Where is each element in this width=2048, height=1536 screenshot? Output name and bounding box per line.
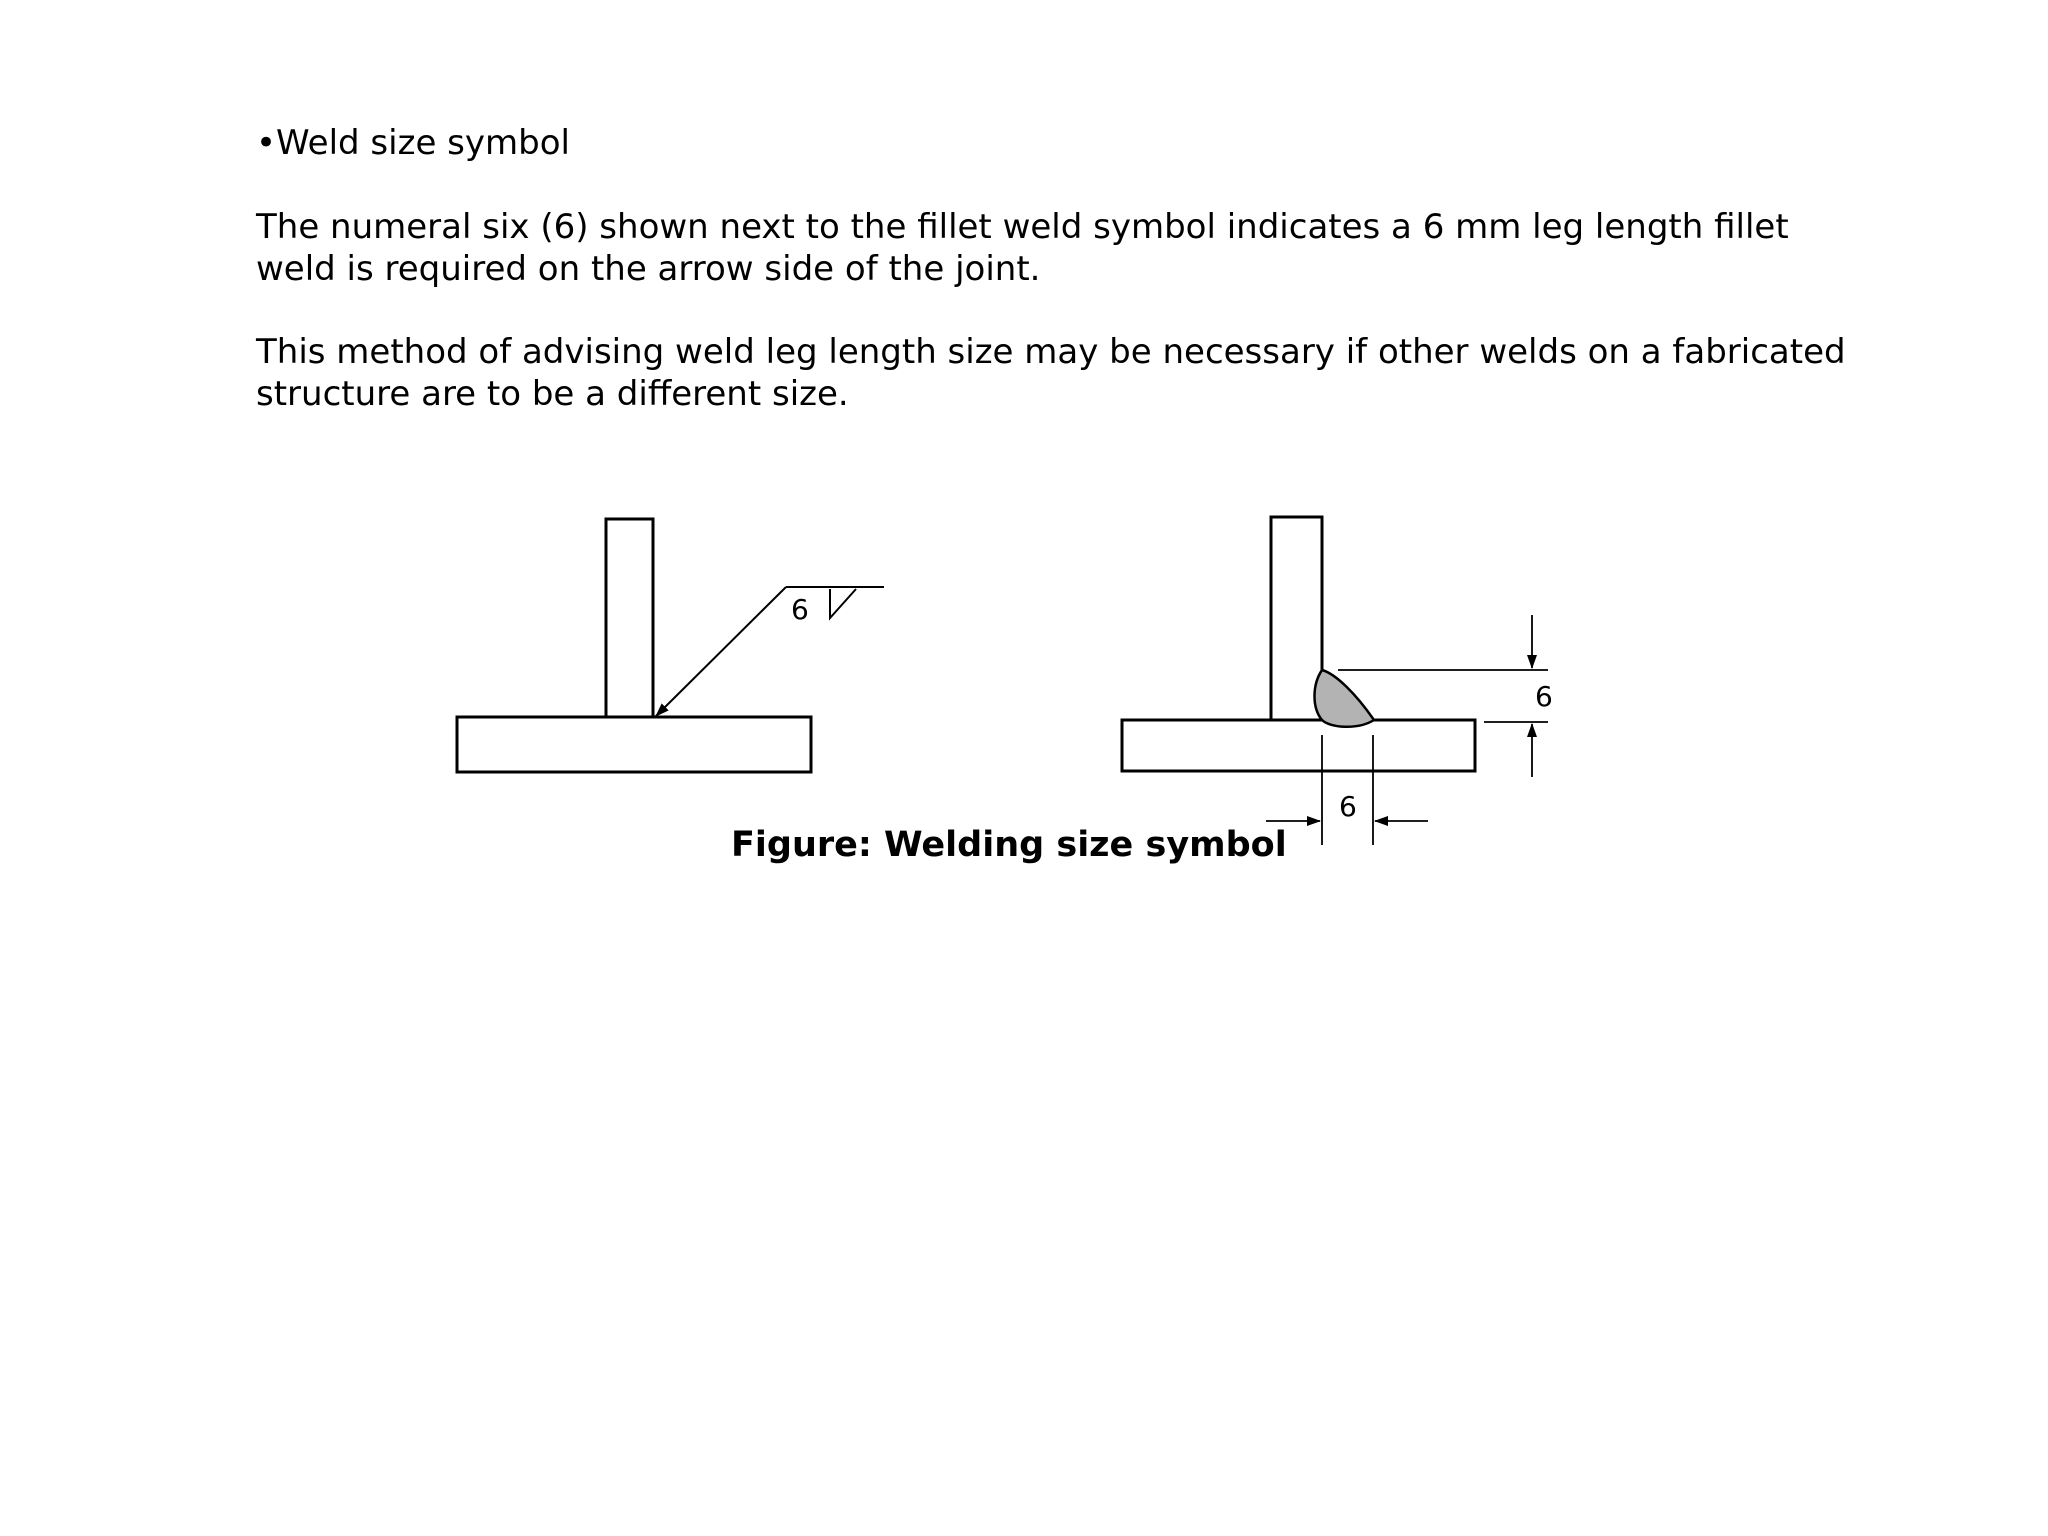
vertical-plate-left	[606, 519, 653, 717]
section-heading: •Weld size symbol	[256, 123, 570, 163]
base-plate-right	[1122, 720, 1475, 771]
fillet-weld-bead	[1315, 670, 1375, 727]
weld-symbol-arrow-line	[656, 587, 786, 716]
weld-symbol-size-label: 6	[791, 593, 809, 626]
horizontal-dimension-label: 6	[1339, 790, 1357, 823]
fillet-weld-symbol	[830, 589, 856, 618]
t-joint-with-weld-symbol	[457, 519, 884, 772]
figure-caption: Figure: Welding size symbol	[731, 825, 1287, 865]
t-joint-with-fillet-weld	[1122, 517, 1553, 845]
vertical-dimension-label: 6	[1535, 680, 1553, 713]
paragraph-weld-size-method: This method of advising weld leg length size may be necessary if other welds on a fabricated structure are to be a different size.	[256, 332, 1846, 414]
base-plate-left	[457, 717, 811, 772]
vertical-plate-right	[1271, 517, 1322, 720]
paragraph-weld-size-description: The numeral six (6) shown next to the fillet weld symbol indicates a 6 mm leg length fillet weld is required on the arrow side of the joint.	[256, 207, 1789, 289]
